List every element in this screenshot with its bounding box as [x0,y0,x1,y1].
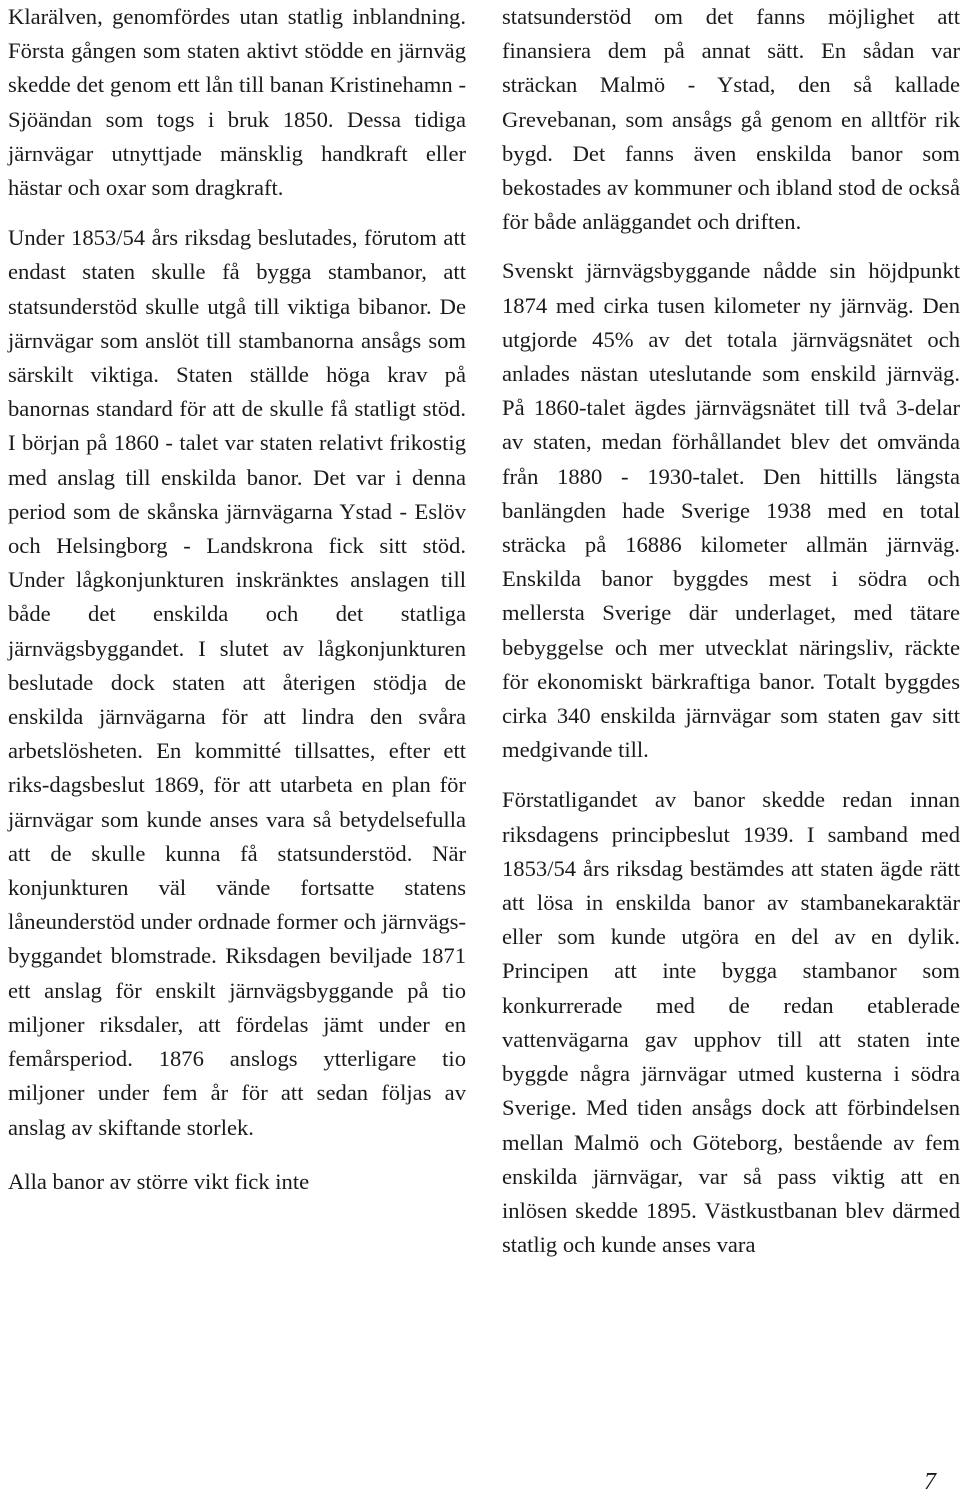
paragraph: Klarälven, genomfördes utan statlig inblandning. Första gången som staten aktivt stödde en järnväg skedde det genom ett lån till banan Kristinehamn - Sjöändan som togs i bruk 1850. Dessa tidiga järnvägar utnyttjade mänsklig handkraft eller hästar och oxar som dragkraft. [8,4,466,201]
paragraph: Svenskt järnvägsbyggande nådde sin höjdpunkt 1874 med cirka tusen kilometer ny järnväg. Den utgjorde 45% av det totala järnvägsnätet och anlades nästan uteslutande som enskild järnväg. På 1860-talet ägdes järnvägsnätet till två 3-delar av staten, medan förhållandet blev det omvända från 1880 - 1930-talet. Den hittills längsta banlängden hade Sverige 1938 med en total sträcka på 16886 kilometer allmän järnväg. Enskilda banor byggdes mest i södra och mellersta Sverige där underlaget, med tätare bebyggelse och mer utvecklat näringsliv, räckte för ekonomiskt bärkraftiga banor. Totalt byggdes cirka 340 enskilda järnvägar som staten gav sitt medgivande till. [502,258,960,763]
paragraph: Förstatligandet av banor skedde redan innan riksdagens principbeslut 1939. I samband med 1853/54 års riksdag bestämdes att staten ägde rätt att lösa in enskilda banor av stambanekaraktär eller som kunde utgöra en del av en dylik. Principen att inte bygga stambanor som konkurrerade med de redan etablerade vattenvägarna gav upphov till att staten inte byggde några järnvägar utmed kusterna i södra Sverige. Med tiden ansågs dock att förbindelsen mellan Malmö och Göteborg, bestående av fem enskilda järnvägar, var så pass viktig att en inlösen skedde 1895. Västkustbanan blev därmed statlig och kunde anses vara [502,787,960,1258]
left-text-column [8,0,466,1199]
paragraph: Alla banor av större vikt fick inte [8,1168,310,1194]
paragraph: statsunderstöd om det fanns möjlighet att finansiera dem på annat sätt. En sådan var sträckan Malmö - Ystad, den så kallade Grevebanan, som ansågs gå genom en alltför rik bygd. Det fanns även enskilda banor som bekostades av kommuner och ibland stod de också för både anläggandet och driften. [502,4,960,235]
paragraph: Under 1853/54 års riksdag beslutades, förutom att endast staten skulle få bygga stambanor, att statsunderstöd skulle utgå till viktiga bibanor. De järnvägar som anslöt till stambanorna ansågs som särskilt viktiga. Staten ställde höga krav på banornas standard för att de skulle få statligt stöd. I början på 1860 - talet var staten relativt frikostig med anslag till enskilda banor. Det var i denna period som de skånska järnvägarna Ystad - Eslöv och Helsingborg - Landskrona fick sitt stöd. Under lågkonjunkturen inskränktes anslagen till både det enskilda och det statliga järnvägsbyggandet. I slutet av lågkonjunkturen beslutade dock staten att återigen stödja de enskilda järnvägarna för att lindra den svåra arbetslösheten. En kommitté tillsattes, efter ett riks-dagsbeslut 1869, för att utarbeta en plan för järnvägar som kunde anses vara så betydelsefulla att de skulle kunna få statsunderstöd. När konjunkturen väl vände fortsatte statens låneunderstöd under ordnade former och järnvägs-byggandet blomstrade. Riksdagen beviljade 1871 ett anslag för enskilt järnvägsbyggande på tio miljoner riksdaler, att fördelas jämt under en femårsperiod. 1876 anslogs ytterligare tio miljoner under fem år för att sedan följas av anslag av skiftande storlek. [8,225,466,1140]
right-text-column [502,0,960,1262]
page-number: 7 [924,1469,936,1495]
